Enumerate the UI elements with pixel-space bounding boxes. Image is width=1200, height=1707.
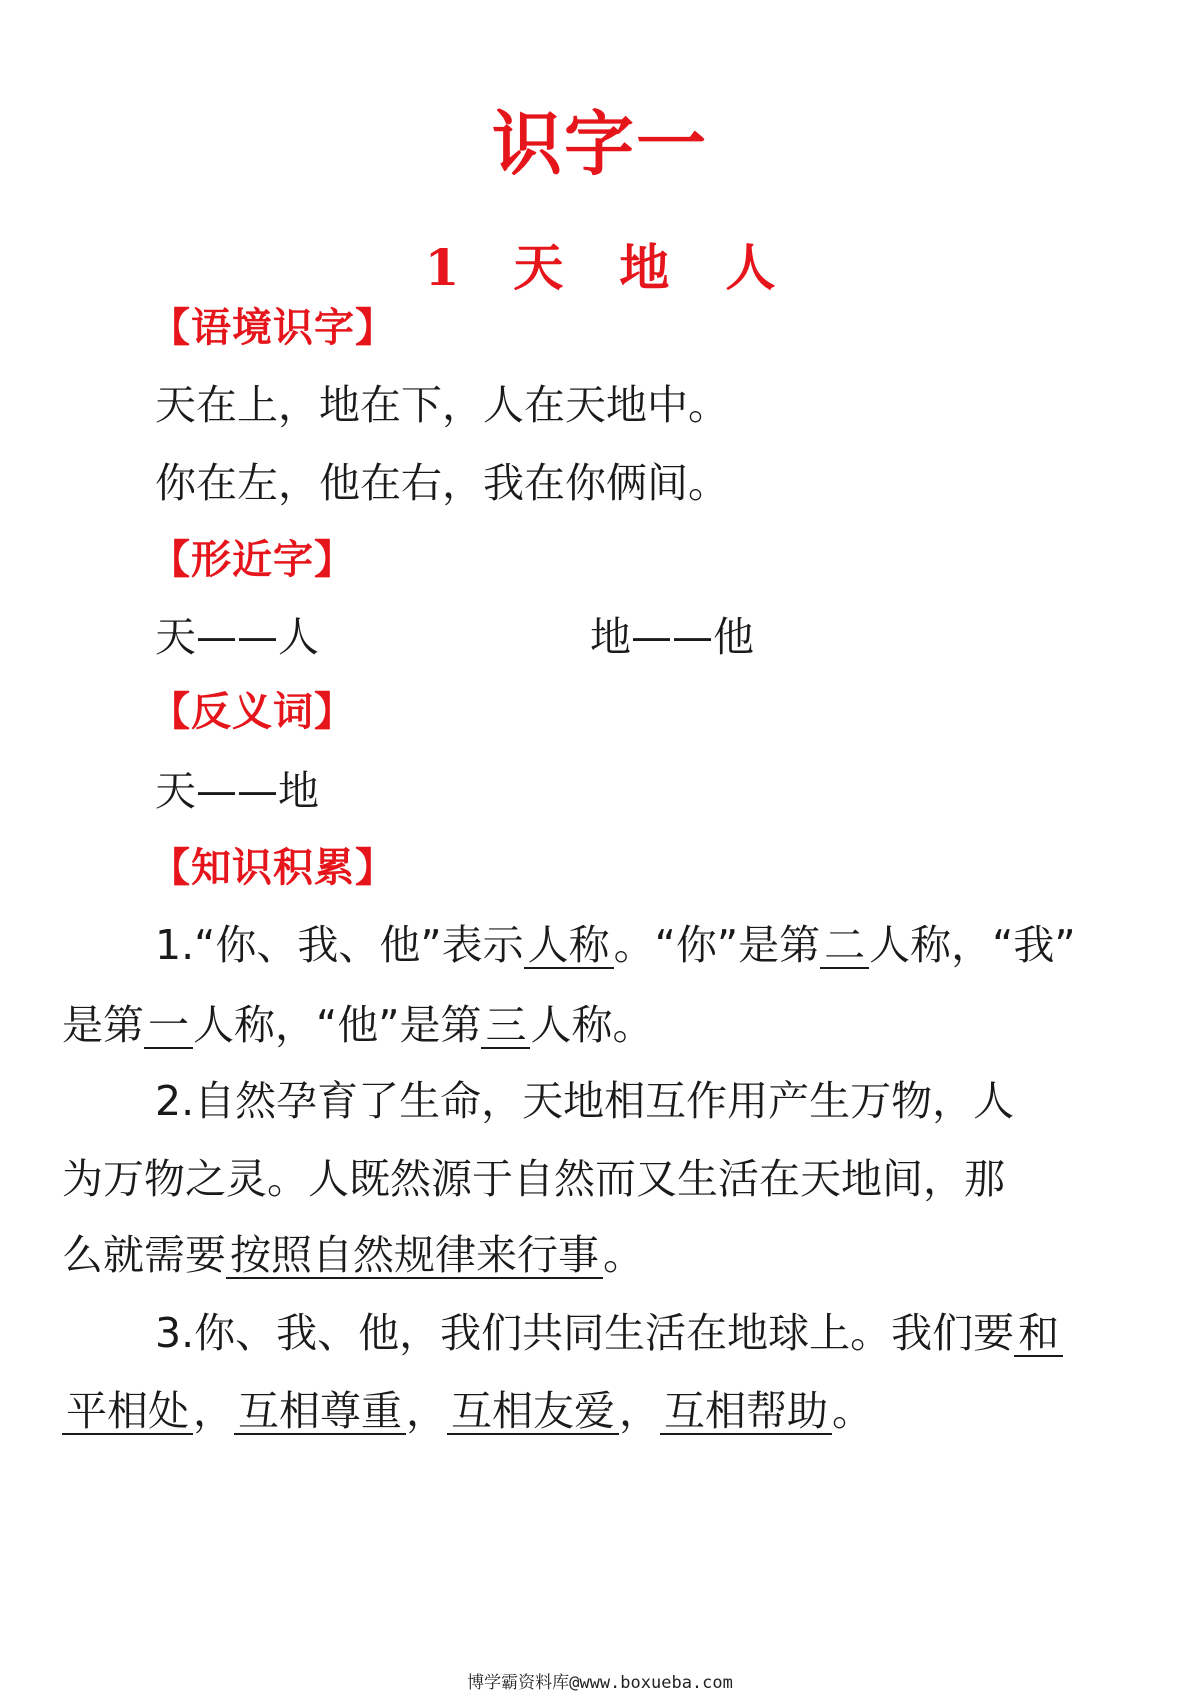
footer-watermark: 博学霸资料库@www.boxueba.com [467, 1673, 733, 1693]
knowledge-item-2-line-2: 为万物之灵。人既然源于自然而又生活在天地间，那 [62, 1155, 1005, 1203]
answer-blank: 互相尊重 [234, 1390, 406, 1435]
context-line-1: 天在上，地在下，人在天地中。 [155, 381, 729, 429]
item3-suffix: 。 [832, 1387, 873, 1435]
lesson-char-3: 人 [725, 238, 776, 297]
knowledge-item-3-line-1 [155, 1300, 1063, 1359]
answer-blank: 二 [820, 924, 869, 969]
answer-blank: 互相帮助 [660, 1390, 832, 1435]
item2-suffix: 。 [603, 1231, 644, 1279]
answer-blank: 人称 [524, 924, 614, 969]
separator: ， [406, 1387, 447, 1435]
answer-blank: 三 [481, 1004, 530, 1049]
item1-mid1: 。“你”是第 [613, 921, 821, 969]
context-line-2: 你在左，他在右，我在你俩间。 [155, 459, 729, 507]
section-heading-knowledge: 【知识积累】 [150, 845, 396, 891]
knowledge-item-2-line-1: 2.自然孕育了生命，天地相互作用产生万物，人 [155, 1077, 1015, 1125]
knowledge-item-1-line-2 [62, 992, 653, 1051]
knowledge-item-2-line-3 [62, 1222, 644, 1281]
page-title: 识字一 [492, 103, 708, 185]
answer-blank: 平相处 [62, 1390, 193, 1435]
section-heading-similar: 【形近字】 [150, 537, 355, 583]
answer-blank: 一 [144, 1004, 193, 1049]
item2-line3-prefix: 么就需要 [62, 1231, 226, 1279]
similar-pair-1: 天——人 [155, 613, 319, 661]
item1-mid3: 人称，“他”是第 [193, 1001, 482, 1049]
knowledge-item-1-line-1 [155, 912, 1076, 971]
separator: ， [619, 1387, 660, 1435]
lesson-number: 1 [424, 238, 460, 297]
item1-line2-prefix: 是第 [62, 1001, 144, 1049]
item1-prefix: 1.“你、我、他”表示 [155, 921, 524, 969]
section-heading-antonym: 【反义词】 [150, 689, 355, 735]
knowledge-item-3-line-2 [62, 1378, 873, 1437]
answer-blank: 互相友爱 [447, 1390, 619, 1435]
answer-blank: 和 [1014, 1312, 1063, 1357]
similar-pair-2: 地——他 [590, 613, 754, 661]
section-heading-context: 【语境识字】 [150, 305, 396, 351]
answer-blank: 按照自然规律来行事 [226, 1234, 603, 1279]
item1-suffix: 人称。 [530, 1001, 654, 1049]
lesson-title [0, 228, 1200, 300]
lesson-char-1: 天 [513, 238, 564, 297]
separator: ， [193, 1387, 234, 1435]
antonym-pair-1: 天——地 [155, 767, 319, 815]
item1-mid2: 人称，“我” [869, 921, 1076, 969]
item3-line1-prefix: 3.你、我、他，我们共同生活在地球上。我们要 [155, 1309, 1015, 1357]
lesson-char-2: 地 [619, 238, 670, 297]
